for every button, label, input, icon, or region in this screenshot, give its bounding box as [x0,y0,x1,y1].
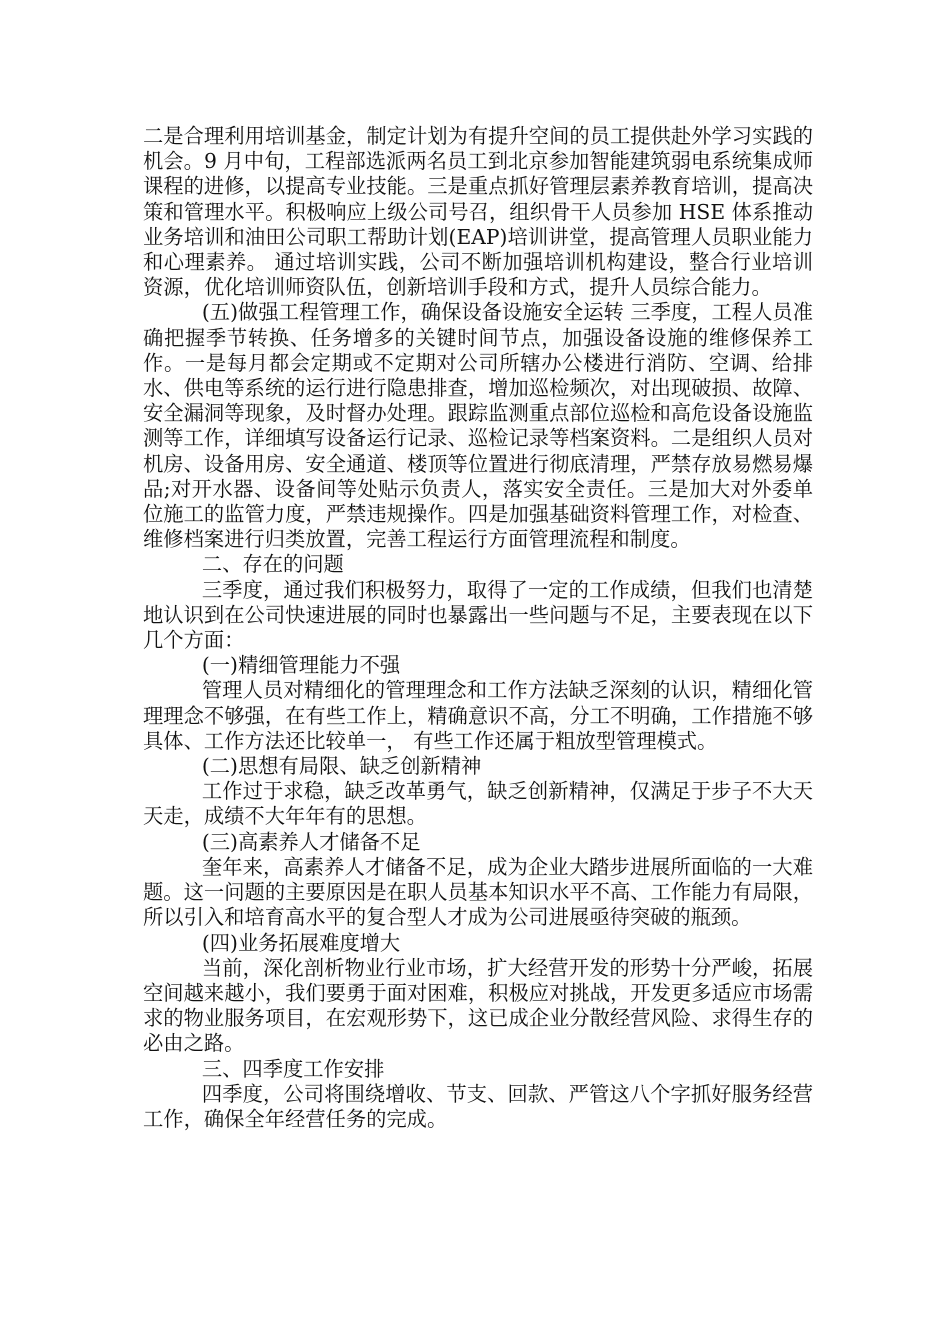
subheading-talent-reserve: (三)高素养人才储备不足 [201,829,421,854]
paragraph-refined-management: 管理人员对精细化的管理理念和工作方法缺乏深刻的认识，精细化管理理念不够强，在有些工作上，精确意识不高，分工不明确，工作措施不够具体、工作方法还比较单一， 有些工作还属于粗放型管理模式。 [143,678,813,753]
paragraph-q4-plan: 四季度，公司将围绕增收、节支、回款、严管这八个字抓好服务经营工作，确保全年经营任务的完成。 [143,1081,813,1131]
subheading-refined-management: (一)精细管理能力不强 [201,653,401,678]
paragraph-talent-reserve: 奎年来，高素养人才储备不足，成为企业大踏步进展所面临的一大难题。这一问题的主要原因是在职人员基本知识水平不高、工作能力有局限，所以引入和培育高水平的复合型人才成为公司进展亟待突破的瓶颈。 [143,854,813,930]
subheading-innovation: (二)思想有局限、缺乏创新精神 [201,754,482,779]
document-page [143,124,813,1132]
section-heading-problems: 二、存在的问题 [201,552,344,577]
subheading-business-expansion: (四)业务拓展难度增大 [201,930,401,955]
paragraph-engineering-management: (五)做强工程管理工作，确保设备设施安全运转 三季度，工程人员准确把握季节转换、任务增多的关键时间节点，加强设备设施的维修保养工作。一是每月都会定期或不定期对公司所辖办公楼进行消防、空调、给排水、供电等系统的运行进行隐患排查，增加巡检频次，对出现破损、故障、安全漏洞等现象，及时督办处理。跟踪监测重点部位巡检和高危设备设施监测等工作，详细填写设备运行记录、巡检记录等档案资料。二是组织人员对机房、设备用房、安全通道、楼顶等位置进行彻底清理，严禁存放易燃易爆品;对开水器、设备间等处贴示负责人，落实安全责任。三是加大对外委单位施工的监管力度，严禁违规操作。四是加强基础资料管理工作，对检查、维修档案进行归类放置，完善工程运行方面管理流程和制度。 [143,300,813,552]
paragraph-problems-intro: 三季度，通过我们积极努力，取得了一定的工作成绩，但我们也清楚地认识到在公司快速进展的同时也暴露出一些问题与不足，主要表现在以下几个方面： [143,577,813,653]
paragraph-business-expansion: 当前，深化剖析物业行业市场，扩大经营开发的形势十分严峻，拓展空间越来越小，我们要勇于面对困难，积极应对挑战，开发更多适应市场需求的物业服务项目，在宏观形势下，这已成企业分散经营风险、求得生存的必由之路。 [143,955,813,1056]
section-heading-q4-plan: 三、四季度工作安排 [201,1056,385,1081]
paragraph-training-fund: 二是合理利用培训基金，制定计划为有提升空间的员工提供赴外学习实践的机会。9 月中旬，工程部选派两名员工到北京参加智能建筑弱电系统集成师课程的进修，以提高专业技能。三是重点抓好管理层素养教育培训，提高决策和管理水平。积极响应上级公司号召，组织骨干人员参加 HSE 体系推动业务培训和油田公司职工帮助计划(EAP)培训讲堂，提高管理人员职业能力和心理素养。 通过培训实践，公司不断加强培训机构建设，整合行业培训资源，优化培训师资队伍，创新培训手段和方式，提升人员综合能力。 [143,124,813,300]
paragraph-innovation: 工作过于求稳，缺乏改革勇气，缺乏创新精神，仅满足于步子不大天天走，成绩不大年年有的思想。 [143,779,813,829]
